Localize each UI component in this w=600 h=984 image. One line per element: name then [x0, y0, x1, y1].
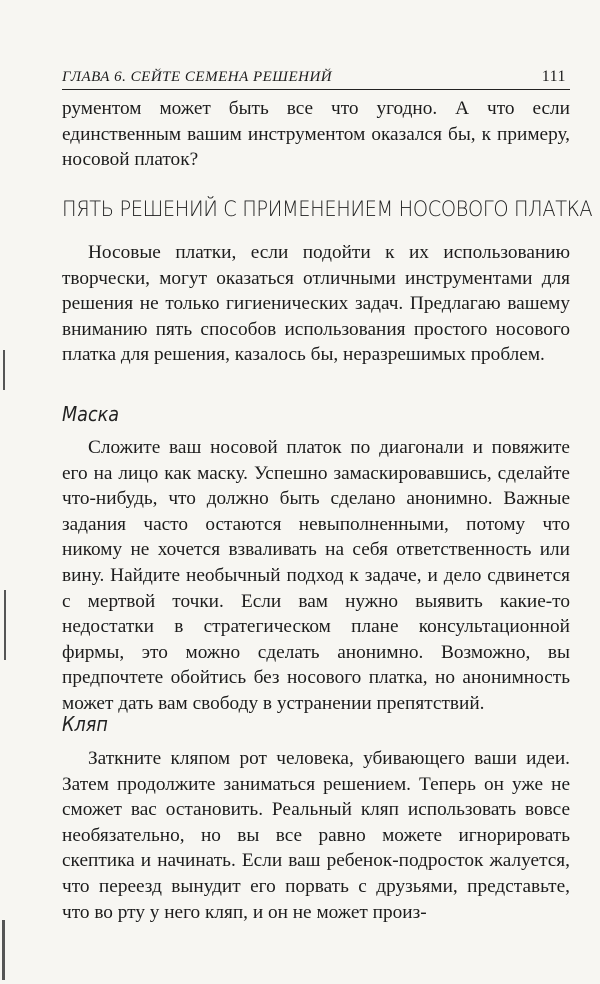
running-header [62, 68, 570, 90]
subheading-mask: Маска [62, 402, 120, 426]
intro-paragraph [62, 96, 570, 173]
subheading-gag: Кляп [62, 712, 108, 736]
scan-edge-mark [4, 590, 6, 660]
section-heading: ПЯТЬ РЕШЕНИЙ С ПРИМЕНЕНИЕМ НОСОВОГО ПЛАТКА [62, 197, 593, 222]
gag-paragraph [62, 746, 570, 925]
scan-edge-mark [3, 350, 5, 390]
page-number: 111 [541, 68, 566, 85]
gag-text: Заткните кляпом рот человека, убивающего ваши идеи. Затем продолжите заниматься решением. Теперь он уже не сможет вас остановить. Реальный кляп использовать вовсе необязательно, но вы все равно можете игнорировать скептика и начинать. Если ваш ребенок-подросток жалуется, что переезд вынудит его порвать с друзьями, представьте, что во рту у него кляп, и он не может произ- [62, 748, 570, 923]
chapter-title: ГЛАВА 6. СЕЙТЕ СЕМЕНА РЕШЕНИЙ [62, 69, 333, 85]
mask-paragraph [62, 435, 570, 717]
mask-text: Сложите ваш носовой платок по диагонали и повяжите его на лицо как маску. Успешно замаскировавшись, сделайте что-нибудь, что должно быть сделано анонимно. Важные задания часто остаются невыполненными, потому что никому не хочется взваливать на себя ответственность или вину. Найдите необычный подход к задаче, и дело сдвинется с мертвой точки. Если вам нужно выявить какие-то недостатки в стратегическом плане консультационной фирмы, это можно сделать анонимно. Возможно, вы предпочтете обойтись без носового платка, но анонимность может дать вам свободу в устранении препятствий. [62, 437, 570, 714]
scan-edge-mark [2, 920, 5, 980]
intro-text: рументом может быть все что угодно. А что если единственным вашим инструментом оказался бы, к примеру, носовой платок? [62, 98, 570, 171]
section-paragraph [62, 240, 570, 368]
section-text: Носовые платки, если подойти к их использованию творчески, могут оказаться отличными инструментами для решения не только гигиенических задач. Предлагаю вашему вниманию пять способов использования простого носового платка для решения, казалось бы, неразрешимых проблем. [62, 242, 570, 366]
